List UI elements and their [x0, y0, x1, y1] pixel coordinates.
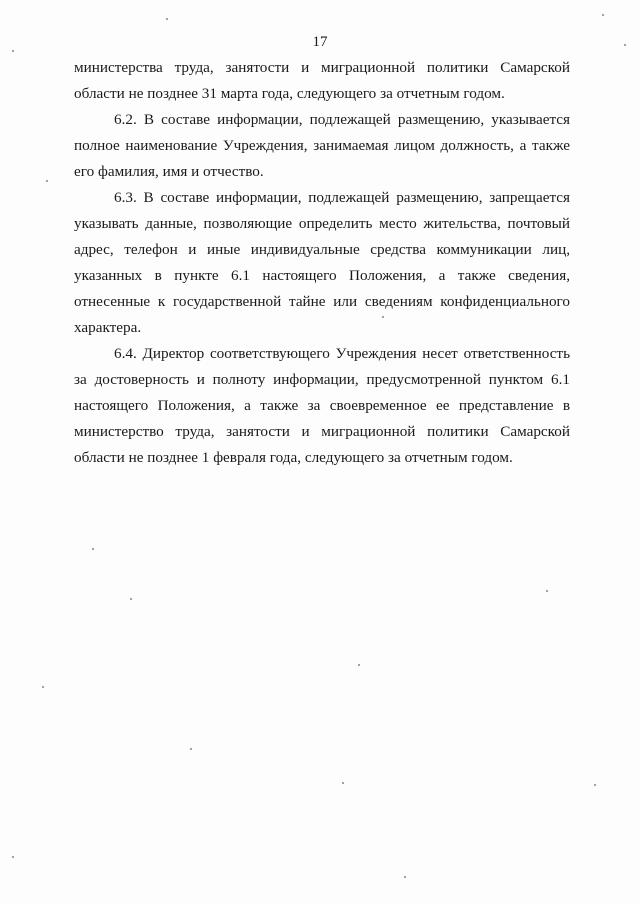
scan-speck — [190, 748, 192, 750]
text-line: области не позднее 31 марта года, следующего за отчетным годом. — [74, 85, 505, 102]
paragraph-continuation — [74, 55, 570, 107]
paragraph-6-2 — [74, 107, 570, 185]
text-line: указанных в пункте 6.1 настоящего Положения, а также сведения, — [74, 267, 570, 284]
scan-speck — [166, 18, 168, 20]
text-line: полное наименование Учреждения, занимаемая лицом должность, а также — [74, 137, 570, 154]
text-line: его фамилия, имя и отчество. — [74, 163, 264, 180]
text-line: 6.3. В составе информации, подлежащей размещению, запрещается — [114, 189, 570, 206]
scan-speck — [624, 44, 626, 46]
text-line: области не позднее 1 февраля года, следующего за отчетным годом. — [74, 449, 513, 466]
text-line: министерство труда, занятости и миграционной политики Самарской — [74, 423, 570, 440]
text-line: настоящего Положения, а также за своевременное ее представление в — [74, 397, 570, 414]
text-line: указывать данные, позволяющие определить место жительства, почтовый — [74, 215, 570, 232]
scan-speck — [382, 316, 384, 318]
text-line: адрес, телефон и иные индивидуальные средства коммуникации лиц, — [74, 241, 570, 258]
scan-speck — [546, 590, 548, 592]
text-line: 6.4. Директор соответствующего Учреждения несет ответственность — [114, 345, 570, 362]
scan-speck — [594, 784, 596, 786]
paragraph-6-3 — [74, 185, 570, 341]
page-number: 17 — [312, 34, 328, 50]
scan-speck — [130, 598, 132, 600]
text-line: 6.2. В составе информации, подлежащей размещению, указывается — [114, 111, 570, 128]
scan-speck — [42, 686, 44, 688]
scan-speck — [46, 180, 48, 182]
scan-speck — [404, 876, 406, 878]
scan-speck — [12, 50, 14, 52]
scan-speck — [602, 14, 604, 16]
scan-speck — [358, 664, 360, 666]
text-line: министерства труда, занятости и миграционной политики Самарской — [74, 59, 570, 76]
paragraph-6-4 — [74, 341, 570, 471]
text-line: отнесенные к государственной тайне или сведениям конфиденциального — [74, 293, 570, 310]
scan-speck — [92, 548, 94, 550]
document-body — [74, 55, 570, 471]
scan-speck — [342, 782, 344, 784]
text-line: за достоверность и полноту информации, предусмотренной пунктом 6.1 — [74, 371, 570, 388]
scan-speck — [12, 856, 14, 858]
text-line: характера. — [74, 319, 142, 336]
